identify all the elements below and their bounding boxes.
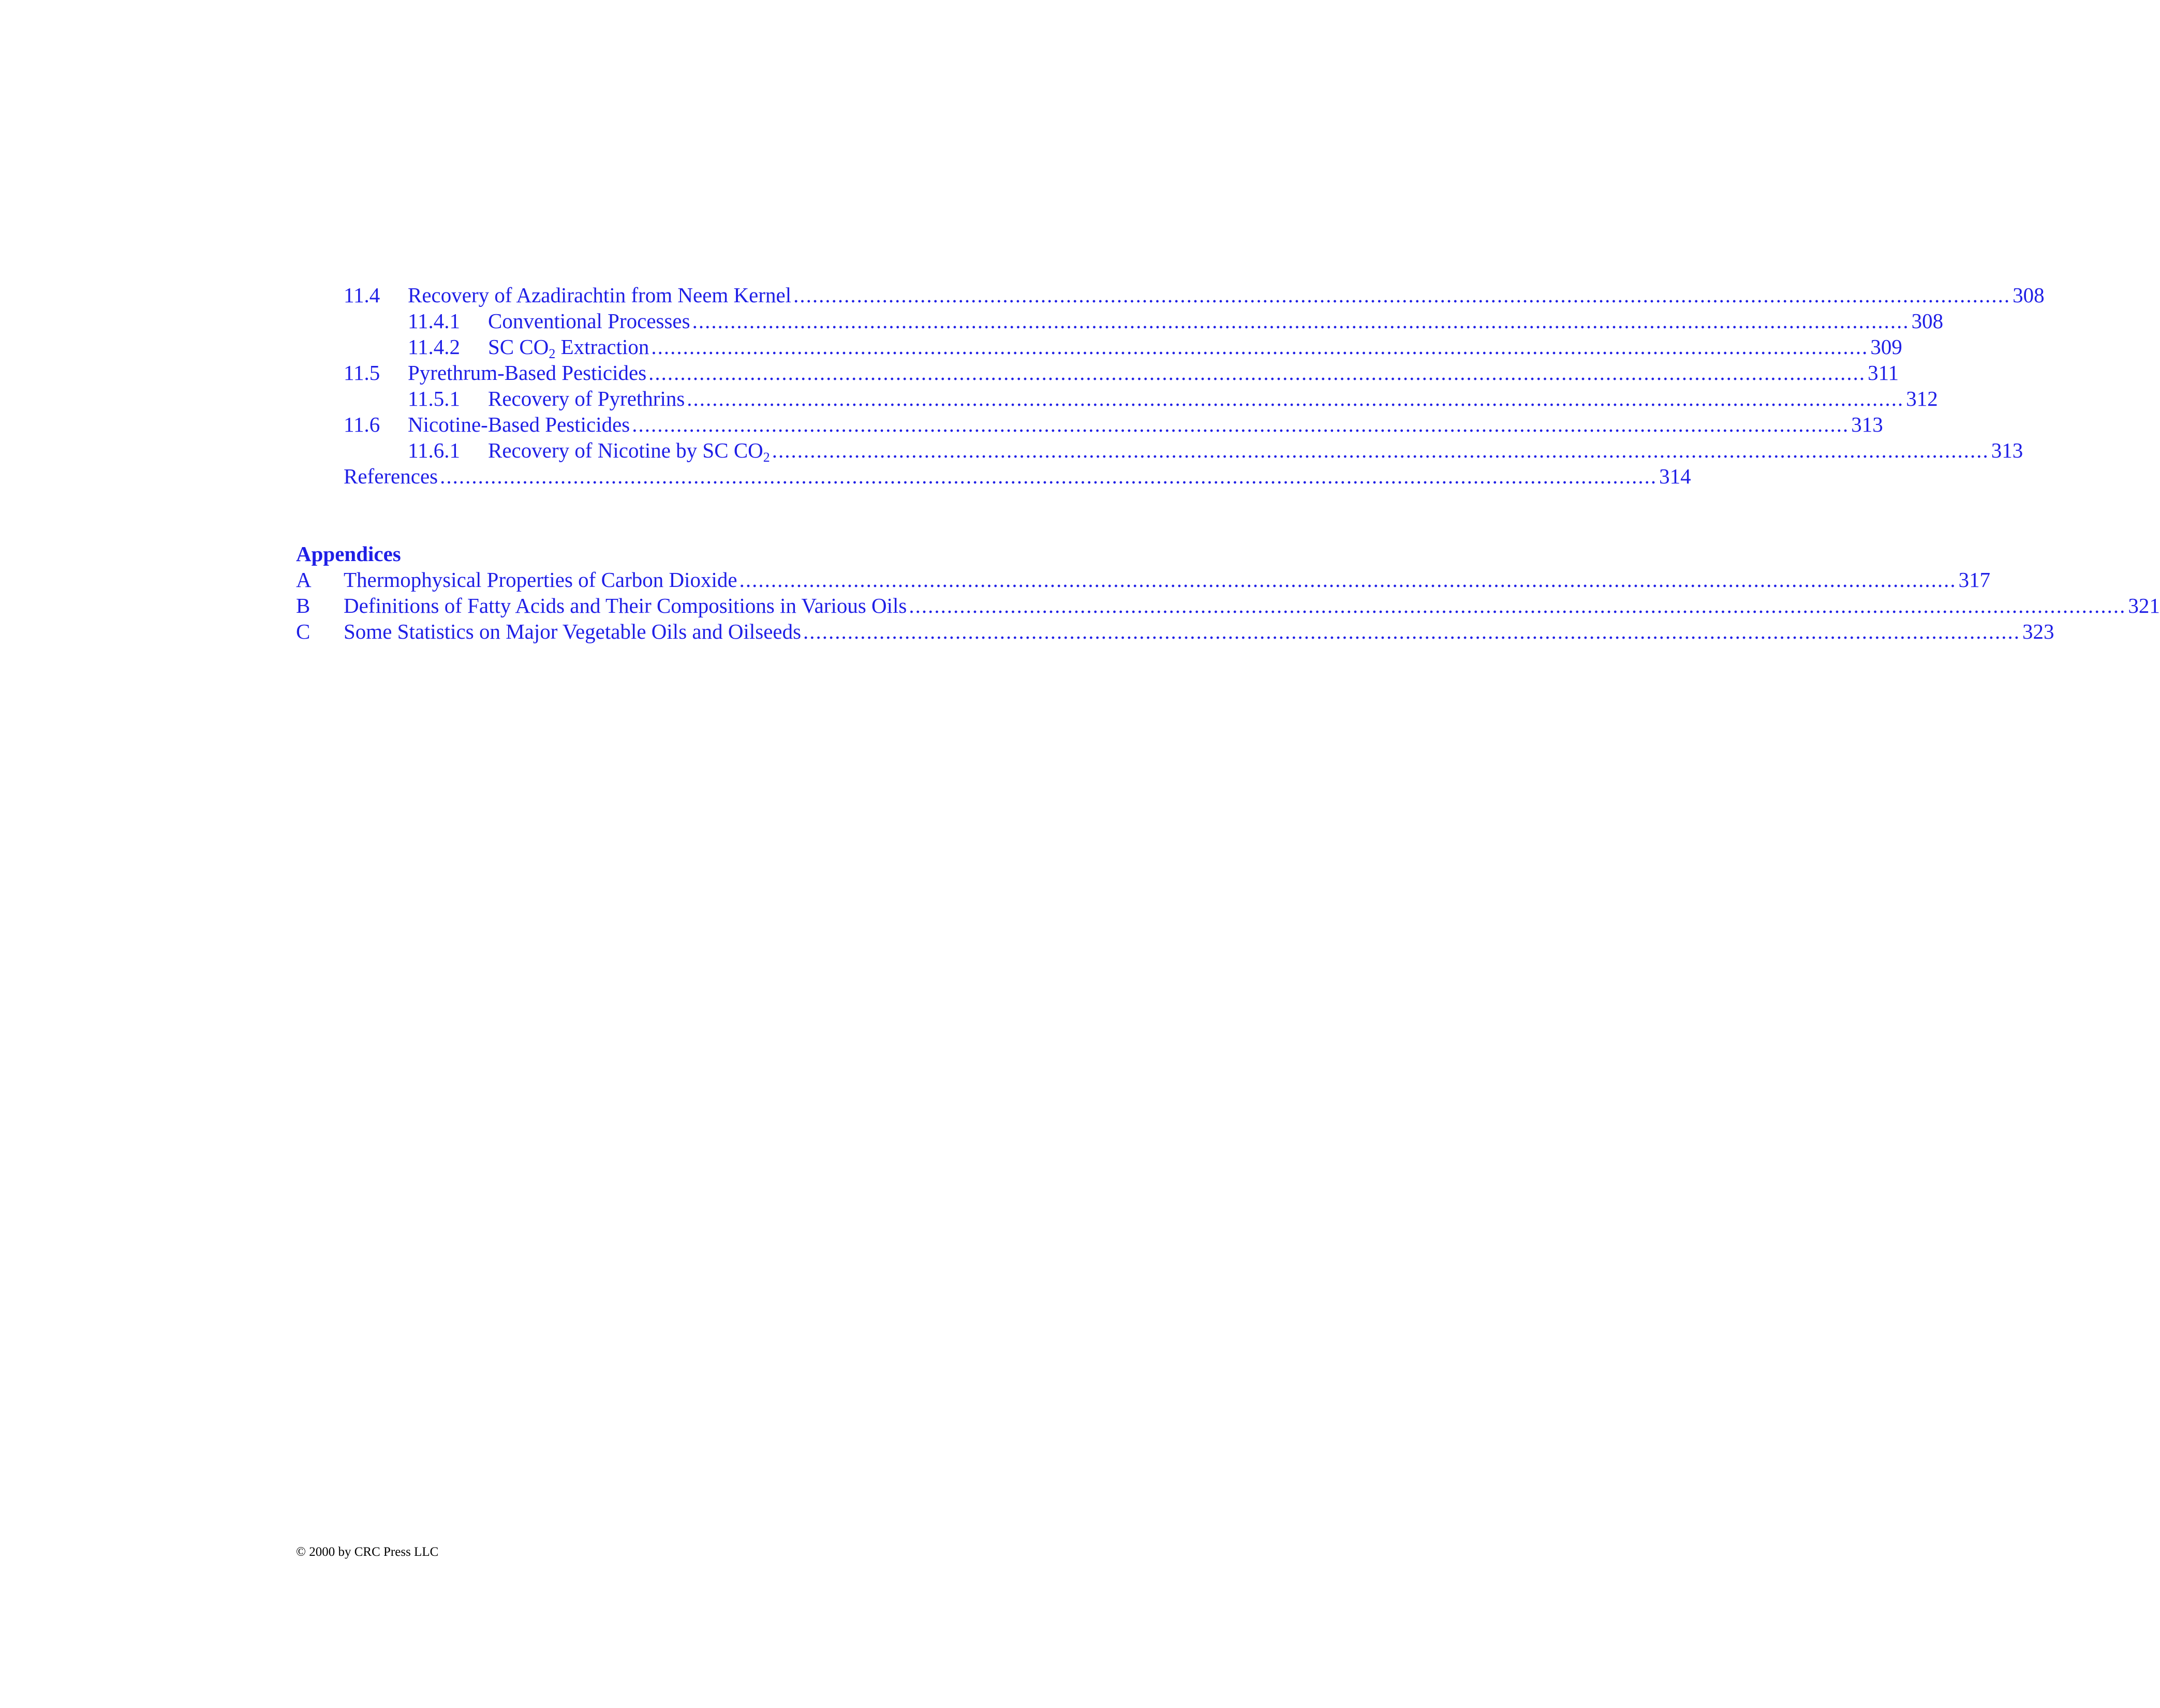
toc-entry-title: Pyrethrum-Based Pesticides — [408, 361, 647, 385]
toc-entry-11-4-2[interactable] — [408, 334, 1902, 361]
appendix-page: 317 — [1958, 568, 1991, 592]
toc-entry-11-6[interactable] — [344, 411, 1883, 437]
toc-entry-page: 308 — [2013, 283, 2045, 307]
toc-entry-title — [488, 437, 770, 463]
toc-entry-page: 311 — [1868, 361, 1899, 385]
toc-entry-title: Conventional Processes — [488, 309, 690, 333]
toc-entry-title: Recovery of Pyrethrins — [488, 387, 685, 410]
toc-dot-leader: ................................................................................................................................................................................................ — [739, 568, 1957, 592]
toc-entry-references[interactable] — [344, 463, 1691, 489]
toc-entry-11-5[interactable] — [344, 360, 1899, 386]
toc-title-text: Recovery of Nicotine by SC CO — [488, 438, 763, 462]
toc-entry-11-4[interactable] — [344, 282, 2045, 308]
toc-entry-page: 314 — [1659, 464, 1691, 488]
toc-entry-number: 11.4.2 — [408, 335, 460, 359]
appendix-letter: A — [296, 568, 312, 592]
toc-dot-leader: ................................................................................................................................................................................................ — [772, 438, 1989, 462]
toc-entry-page: 313 — [1851, 413, 1883, 436]
appendix-letter: B — [296, 594, 310, 617]
toc-entry-11-4-1[interactable] — [408, 308, 1944, 334]
toc-dot-leader: ................................................................................................................................................................................................ — [692, 309, 1910, 333]
toc-entry-number: 11.5 — [344, 361, 380, 385]
toc-entry-title: Recovery of Azadirachtin from Neem Kernel — [408, 283, 792, 307]
toc-dot-leader: ................................................................................................................................................................................................ — [803, 620, 2021, 643]
appendix-page: 323 — [2022, 620, 2054, 643]
appendix-entry-c[interactable] — [296, 619, 2054, 644]
appendix-title: Definitions of Fatty Acids and Their Compositions in Various Oils — [344, 594, 907, 617]
appendix-title: Thermophysical Properties of Carbon Dioxide — [344, 568, 737, 592]
appendix-entry-a[interactable] — [296, 567, 1991, 593]
toc-dot-leader: ................................................................................................................................................................................................ — [651, 335, 1869, 359]
toc-entry-page: 313 — [1991, 438, 2023, 462]
subscript: 2 — [763, 450, 770, 465]
toc-entry-page: 312 — [1906, 387, 1938, 410]
toc-dot-leader: ................................................................................................................................................................................................ — [632, 413, 1850, 436]
appendix-title: Some Statistics on Major Vegetable Oils and Oilseeds — [344, 620, 802, 643]
toc-entry-number: 11.6.1 — [408, 438, 460, 462]
toc-dot-leader: ................................................................................................................................................................................................ — [687, 387, 1904, 410]
toc-title-text: SC CO — [488, 335, 549, 359]
toc-entry-title: References — [344, 464, 438, 488]
toc-dot-leader: ................................................................................................................................................................................................ — [793, 283, 2011, 307]
subscript: 2 — [549, 346, 556, 361]
appendices-heading: Appendices — [296, 542, 401, 566]
toc-entry-11-6-1[interactable] — [408, 437, 2023, 465]
appendix-letter: C — [296, 620, 310, 643]
toc-dot-leader: ................................................................................................................................................................................................ — [440, 464, 1658, 488]
toc-entry-number: 11.4.1 — [408, 309, 460, 333]
toc-entry-title — [488, 334, 649, 360]
toc-dot-leader: ................................................................................................................................................................................................ — [909, 594, 2126, 617]
toc-entry-number: 11.6 — [344, 413, 380, 436]
toc-entry-page: 309 — [1870, 335, 1902, 359]
toc-entry-title: Nicotine-Based Pesticides — [408, 413, 630, 436]
toc-entry-page: 308 — [1911, 309, 1944, 333]
copyright-footer: © 2000 by CRC Press LLC — [296, 1545, 439, 1559]
appendix-entry-b[interactable] — [296, 593, 2160, 619]
toc-entry-number: 11.4 — [344, 283, 380, 307]
toc-dot-leader: ................................................................................................................................................................................................ — [648, 361, 1866, 385]
appendix-page: 321 — [2128, 594, 2160, 617]
toc-entry-number: 11.5.1 — [408, 387, 460, 410]
toc-entry-11-5-1[interactable] — [408, 386, 1938, 411]
toc-title-text: Extraction — [555, 335, 649, 359]
